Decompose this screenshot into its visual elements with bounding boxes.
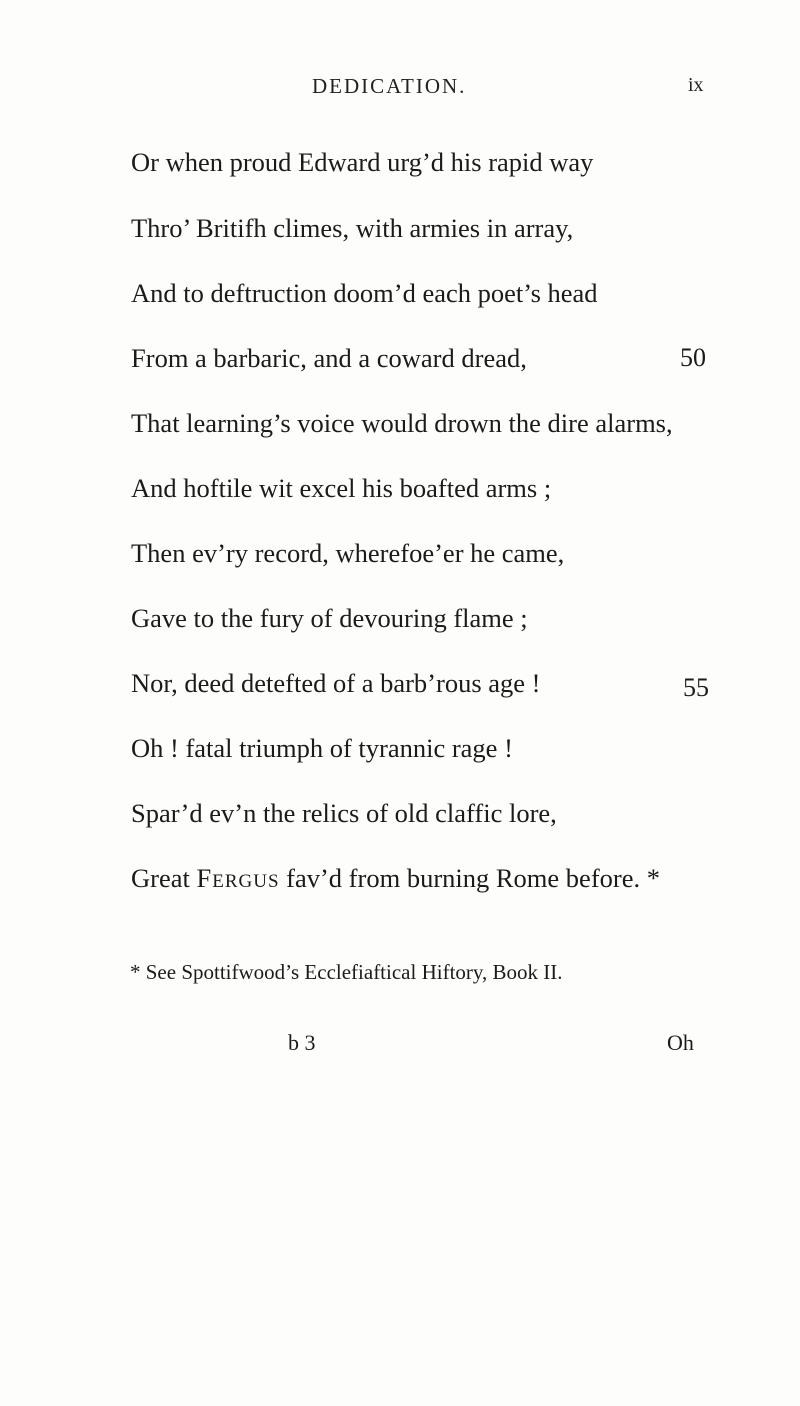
line-number: 55	[683, 673, 709, 702]
verse-line: And hoftile wit excel his boafted arms ;	[131, 473, 552, 503]
verse-line	[131, 863, 660, 894]
signature-mark: b 3	[288, 1030, 316, 1055]
name-fergus: Fergus	[196, 863, 280, 893]
footnote: * See Spottifwood’s Ecclefiaftical Hiftory, Book II.	[130, 960, 563, 984]
verse-line: Spar’d ev’n the relics of old claffic lore,	[131, 798, 557, 828]
verse-line: Nor, deed detefted of a barb’rous age !	[131, 668, 541, 698]
verse-line: Then ev’ry record, wherefoe’er he came,	[131, 538, 565, 568]
verse-line: Gave to the fury of devouring flame ;	[131, 603, 528, 633]
verse-line: And to deftruction doom’d each poet’s head	[131, 278, 598, 308]
verse-line-end: fav’d from burning Rome before. *	[279, 863, 660, 893]
page-number: ix	[688, 74, 704, 96]
verse-line: Oh ! fatal triumph of tyrannic rage !	[131, 733, 513, 763]
line-number: 50	[680, 343, 706, 372]
catchword: Oh	[667, 1030, 694, 1055]
verse-line: Or when proud Edward urg’d his rapid way	[131, 147, 594, 177]
verse-line-start: Great	[131, 863, 197, 893]
verse-line: Thro’ Britifh climes, with armies in array,	[131, 213, 574, 243]
running-header: DEDICATION.	[312, 74, 467, 98]
verse-line: That learning’s voice would drown the dire alarms,	[131, 408, 673, 438]
verse-line: From a barbaric, and a coward dread,	[131, 343, 527, 373]
